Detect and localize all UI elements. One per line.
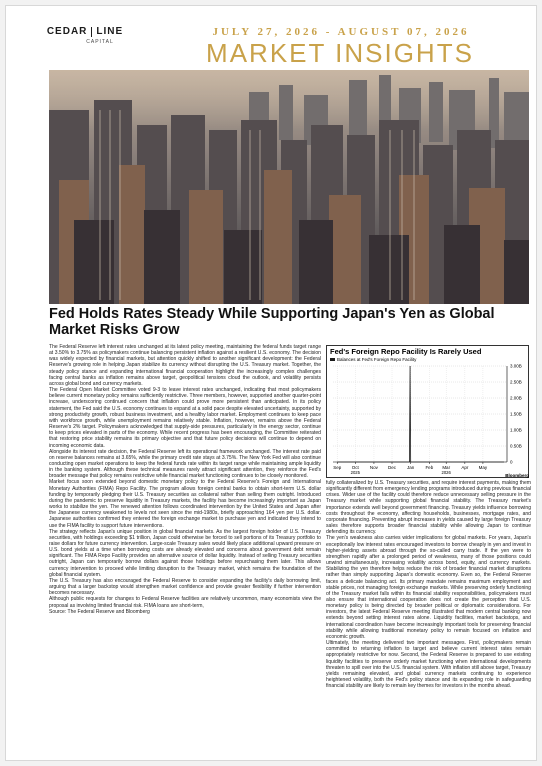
logo-word-right: LINE — [96, 26, 124, 37]
masthead-title: MARKET INSIGHTS — [206, 38, 474, 68]
x-year-label: 2025 — [350, 470, 360, 475]
y-tick-label: 2.00B — [510, 395, 522, 401]
logo-word-left: CEDAR — [46, 26, 88, 37]
x-year-label: 2026 — [441, 470, 451, 475]
x-tick-label: May — [478, 465, 488, 470]
city-skyline-photo-icon — [49, 70, 529, 304]
article-headline: Fed Holds Rates Steady While Supporting Japan's Yen as Global Market Risks Grow — [49, 306, 495, 338]
y-tick-label: 3.00B — [510, 363, 522, 369]
repo-facility-chart — [326, 345, 529, 478]
paragraph: Market focus soon extended beyond domestic monetary policy to the Federal Reserve's Foreign and International Monetary Authorities (FIMA) Repo Facility. The program allows foreign central banks to obtain short-term U.S. dollar funding by temporarily pledging their U.S. Treasury securities as collateral rather than selling them outright. Introduced during the pandemic to preserve liquidity in Treasury markets, the facility has become increasingly important as Japan works to stabilize the yen. The renewed attention follows coordinated intervention by the United States and Japan after the Japanese currency weakened to levels not seen since the mid-1980s, briefly approaching 164 yen per U.S. dollar. Japanese authorities confirmed they entered the foreign exchange market to purchase yen and indicated they intend to use the FIMA facility to support future interventions. — [49, 479, 321, 529]
logo-divider — [91, 27, 92, 37]
paragraph: Ultimately, the meeting delivered two important messages. First, policymakers remain committed to returning inflation to target and believe current interest rates remain appropriately restrictive for now. Second, the Federal Reserve is prepared to use existing liquidity facilities to preserve orderly market functioning when international developments threaten to spill over into the U.S. financial system. With inflation still above target, Treasury yields remaining elevated, and global currency markets continuing to experience heightened volatility, both the Fed's policy stance and its expanding role in safeguarding financial stability are likely to remain key themes for investors in the months ahead. — [326, 640, 531, 690]
article-body-left — [49, 344, 321, 761]
y-tick-label: 1.50B — [510, 411, 522, 417]
legend-label: Balances at Fed's Foreign Repo Facility — [337, 357, 417, 362]
company-logo — [32, 26, 138, 66]
x-tick-label: Mar — [442, 465, 451, 470]
issue-dates: JULY 27, 2026 - AUGUST 07, 2026 — [212, 26, 470, 38]
paragraph: The U.S. Treasury has also encouraged the Federal Reserve to consider expanding the facility's daily borrowing limit, arguing that a larger backstop would strengthen market confidence and provide greater flexibility if further intervention becomes necessary. — [49, 577, 321, 597]
x-tick-label: Nov — [369, 465, 378, 470]
paragraph: Alongside its interest rate decision, the Federal Reserve left its operational framework unchanged. The interest rate paid on reserve balances remains at 3.65%, while the primary credit rate stays at 3.75%. The New York Fed will also continue conducting open market operations to keep the federal funds rate within its target range while maintaining ample liquidity in the banking system. Although these technical measures rarely attract significant attention, they reinforce the Fed's broader message that policy remains restrictive while financial market functioning continues to be closely monitored. — [49, 448, 321, 480]
y-tick-label: 0 — [510, 459, 513, 465]
paragraph: The strategy reflects Japan's unique position in global financial markets. As the largest foreign holder of U.S. Treasury securities, with holdings exceeding $1 trillion, Japan could otherwise be forced to sell portions of its Treasury portfolio to raise dollars for future currency intervention. Large-scale Treasury sales would likely place additional upward pressure on U.S. bond yields at a time when borrowing costs are already elevated and concerns about government debt remain significant. The FIMA Repo Facility provides an alternative source of dollar liquidity. Instead of selling Treasury securities outright, Japan can temporarily borrow dollars against those holdings before repurchasing them later. This allows currency intervention to proceed while limiting disruption to the Treasury market, which remains the foundation of the global financial system. — [49, 528, 321, 578]
paragraph: Although public requests for changes to Federal Reserve facilities are relatively uncommon, many economists view the proposal as involving limited financial risk. FIMA loans are short-term, — [49, 596, 321, 609]
paragraph: The Federal Open Market Committee voted 9-3 to leave interest rates unchanged, indicating that most policymakers believe current monetary policy remains sufficiently restrictive. Three members, however, supported another quarter-point increase, underscoring continued concern that inflation could prove more persistent than anticipated. In its policy statement, the Fed said the U.S. economy continues to expand at a solid pace despite elevated uncertainty, supported by strong productivity growth, robust business investment, and a healthy labor market. Employment continues to keep pace with workforce growth, while unemployment remains relatively stable. Inflation, however, remains above the Federal Reserve's 2% target. Policymakers acknowledged that supply-side pressures, particularly in the energy sector, continue to keep prices elevated in parts of the economy. While recent progress has been encouraging, the Committee reiterated that restoring price stability remains its primary objective and that future policy decisions will continue to depend on incoming economic data. — [49, 387, 321, 449]
x-tick-label: Apr — [461, 465, 469, 470]
logo-subtitle: CAPITAL — [86, 39, 114, 45]
hero-image — [49, 70, 529, 304]
x-tick-label: Oct — [351, 465, 359, 470]
y-tick-label: 0.50B — [510, 443, 522, 449]
source-note: Source: The Federal Reserve and Bloomberg — [49, 608, 150, 615]
x-tick-label: Feb — [425, 465, 434, 470]
paragraph: The yen's weakness also carries wider implications for global markets. For years, Japan's exceptionally low interest rates encouraged investors to borrow cheaply in yen and invest in higher-yielding assets abroad through the so-called carry trade. If the yen were to strengthen rapidly after a prolonged period of weakness, many of those positions could unwind simultaneously, increasing volatility across bond, equity, and currency markets. Stabilizing the yen therefore helps reduce the risk of broader financial market disruptions rather than simply supporting Japan's domestic economy. Even so, the Federal Reserve faces a delicate balancing act. Its primary mandate remains maximum employment and stable prices, not managing foreign exchange markets. While preserving orderly functioning of the Treasury market falls within its financial stability responsibilities, policymakers must also ensure that international cooperation does not create the perception that U.S. monetary policy is being directed by broader political or diplomatic considerations. For investors, the latest Federal Reserve meeting illustrated that modern central banking now extends beyond setting interest rates alone. Liquidity facilities, market backstops, and international coordination have become increasingly important tools for preserving financial stability while allowing traditional monetary policy to remain focused on inflation and economic growth. — [326, 535, 531, 640]
x-tick-label: Sep — [333, 465, 342, 470]
x-tick-label: Jan — [407, 465, 415, 470]
article-body-right — [326, 480, 531, 761]
newsletter-page — [5, 5, 537, 761]
series-line — [337, 366, 504, 462]
chart-footer: Bloomberg — [505, 473, 529, 478]
chart-canvas — [327, 346, 530, 479]
paragraph: The Federal Reserve left interest rates unchanged at its latest policy meeting, maintaining the federal funds target range at 3.50% to 3.75% as policymakers continue balancing persistent inflation against a resilient U.S. economy. The decision was widely expected by financial markets, but attention quickly shifted to another significant development: the Federal Reserve's growing role in helping Japan stabilize its currency without disrupting the U.S. Treasury market. Together, the steady policy stance and expanding international financial cooperation highlight the increasingly complex challenges facing central banks as inflation remains above target, geopolitical tensions cloud the outlook, and volatility persists across global bond and currency markets. — [49, 344, 321, 387]
y-tick-label: 1.00B — [510, 427, 522, 433]
y-tick-label: 2.50B — [510, 379, 522, 385]
chart-title: Fed's Foreign Repo Facility Is Rarely Used — [330, 347, 482, 356]
paragraph: fully collateralized by U.S. Treasury securities, and require interest payments, making them significantly different from emergency lending programs introduced during previous financial crises. Wider use of the facility could therefore reduce unnecessary selling pressure in the Treasury market while supporting global financial stability. The Treasury market's importance extends well beyond government financing. Treasury yields influence borrowing costs throughout the economy, affecting households, businesses, mortgage rates, and corporate financing. Preventing abrupt increases in yields caused by large foreign Treasury sales therefore supports broader financial stability while allowing Japan to continue defending its currency. — [326, 480, 531, 536]
x-tick-label: Dec — [387, 465, 397, 470]
